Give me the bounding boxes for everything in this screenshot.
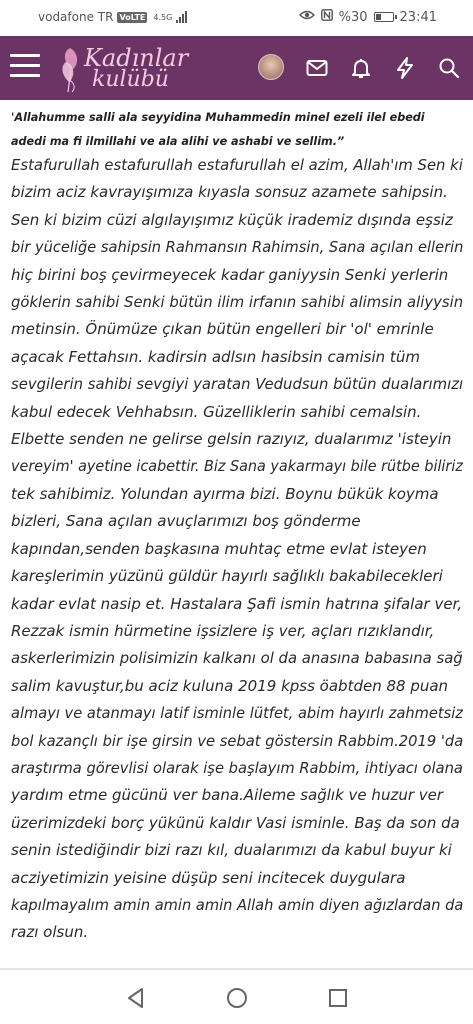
article-line: yardım etme gücünü ver bana.Aileme sağlık ve huzur ver (11, 786, 444, 805)
signal-icon (176, 11, 187, 23)
lightning-icon[interactable] (393, 56, 417, 80)
avatar[interactable] (258, 54, 284, 80)
logo-emblem-icon (56, 44, 86, 94)
article-line: vereyim' ayetine icabettir. Biz Sana yakarmayı bile rütbe biliriz (11, 457, 463, 476)
article-line: kapılmayalım amin amin amin Allah amin diyen ağızlardan da (11, 895, 464, 914)
article-body (11, 152, 463, 947)
clock: 23:41 (399, 9, 437, 25)
nfc-icon (321, 9, 333, 25)
article-content (0, 100, 473, 964)
article-line: razı olsun. (11, 923, 89, 942)
site-logo[interactable] (56, 42, 189, 94)
article-line: tek sahibimiz. Yolundan ayırma bizi. Boynu bükük koyma (11, 484, 439, 503)
article-line: Sen ki bizim cüzi algılayışımız küçük irademiz dışında eşsiz (11, 210, 453, 229)
logo-text-bottom: kulübü (92, 67, 169, 92)
divider (0, 968, 473, 970)
carrier-name: vodafone TR (38, 10, 114, 24)
article-line: senin istediğindir bizi razı kıl, dualarımızı da kabul buyur ki (11, 841, 452, 860)
battery-icon (374, 12, 394, 22)
article-line: almayı ve atanmayı latif isminle lütfet, abim hayırlı zahmetsiz (11, 704, 463, 723)
article-line: acziyetimizin yeisine düşüp seni incitecek duygulara (11, 868, 406, 887)
status-left (38, 10, 187, 24)
article-line: kabul edecek Vehhabsın. Güzelliklerin sahibi cemalsin. (11, 402, 422, 421)
status-bar (0, 0, 473, 36)
network-type: 4.5G (153, 12, 173, 22)
back-icon[interactable] (124, 986, 148, 1010)
article-line: Estafurullah estafurullah estafurullah el azim, Allah'ım Sen ki (11, 156, 463, 174)
article-line: bol kazançlı bir işe girsin ve sebat göstersin Rabbim.2019 'da (11, 731, 464, 750)
home-icon[interactable] (225, 986, 249, 1010)
system-nav-bar (0, 972, 473, 1024)
article-line: kareşlerimin yüzünü güldür hayırlı sağlıklı bakabilecekleri (11, 567, 443, 586)
article-line: salim kavuştur,bu aciz kuluna 2019 kpss öabtden 88 puan (11, 676, 449, 695)
article-line: bizim aciz kavrayışımıza kıyasla sonsuz azamete sahipsin. (11, 183, 448, 202)
menu-icon[interactable] (10, 54, 40, 82)
article-line: askerlerimizin polisimizin kalkanı ol da anasına babasına sağ (11, 649, 463, 668)
eye-comfort-icon (299, 9, 315, 25)
volte-badge: VoLTE (119, 12, 146, 22)
article-line: araştırma görevlisi olarak işe başlayım Rabbim, ihtiyacı olana (11, 758, 463, 777)
article-line: metinsin. Önümüze çıkan bütün engelleri bir 'ol' emrinle (11, 320, 434, 339)
article-line: sevgilerin sahibi sevgiyi yaratan Vedudsun bütün dualarımızı (11, 375, 464, 394)
logo-text-top: Kadınlar (84, 44, 189, 72)
article-line: göklerin sahibi Senki bütün ilim irfanın sahibi alimsin aliyysin (11, 293, 464, 312)
app-header (0, 36, 473, 100)
article-line: kapından,senden başkasına muhtaç etme evlat isteyen (11, 539, 427, 558)
article-line: kadar evlat nasip et. Hastalara Şafi ismin hatrına şifalar ver, (11, 594, 463, 613)
battery-percent: %30 (338, 9, 368, 25)
battery-fill (376, 14, 381, 20)
article-line: hiç birini boş çevirmeyecek kadar ganiyysin Senki yerlerin (11, 265, 449, 284)
article-line: Rezzak ismin hürmetine işsizlere iş ver, açları rızıklandır, (11, 621, 435, 640)
article-line: bizleri, Sana açılan avuçlarımızı boş gönderme (11, 512, 361, 531)
recents-icon[interactable] (326, 986, 350, 1010)
article-line: açacak Fettahsın. kadirsin adlsın hasibsin camisin tüm (11, 347, 420, 366)
article-line: bir yüceliğe sahipsin Rahmansın Rahimsin, Sana açılan ellerin (11, 238, 464, 257)
search-icon[interactable] (437, 56, 461, 80)
bell-icon[interactable] (349, 56, 373, 80)
article-line: üzerimizdeki borç yükünü kaldır Vasi isminle. Baş da son da (11, 813, 460, 832)
article-line: Elbette senden ne gelirse gelsin razıyız, dualarımız 'isteyin (11, 430, 452, 449)
article-quote: 'Allahumme salli ala seyyidina Muhammedin minel ezeli ilel ebedi adedi ma fi ilmillahi ve ala alihi ve ashabi ve sellim.” (11, 111, 425, 148)
status-right (299, 9, 437, 25)
mail-icon[interactable] (305, 56, 329, 80)
